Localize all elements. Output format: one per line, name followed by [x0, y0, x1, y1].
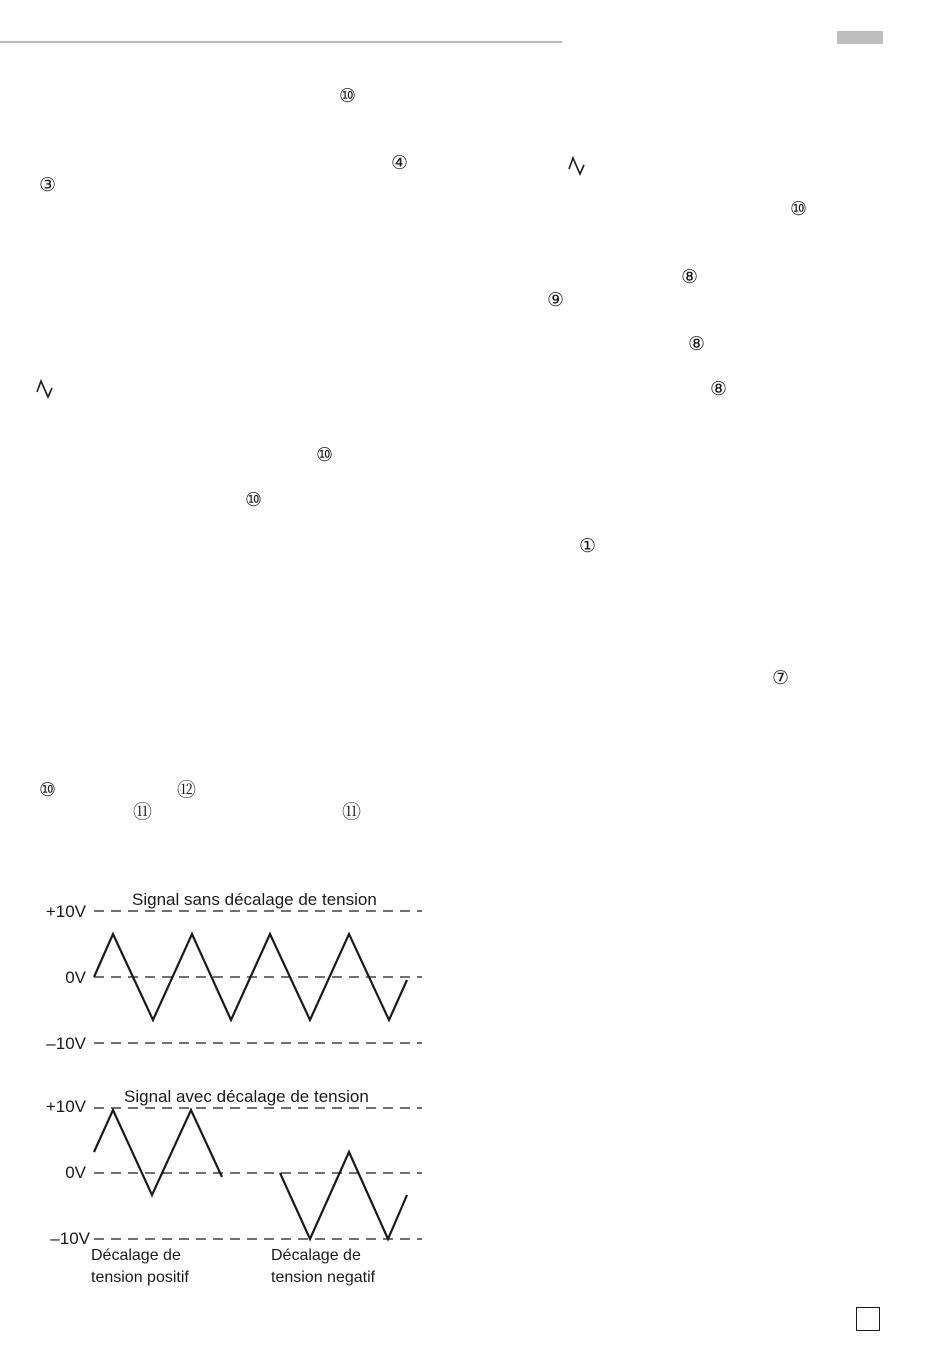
page-number-box [856, 1307, 880, 1331]
level-label-minus10v: –10V [46, 1034, 86, 1053]
level-label-plus10v: +10V [45, 902, 86, 921]
level-label-plus10v: +10V [45, 1097, 86, 1116]
level-label-0v: 0V [65, 1163, 86, 1182]
reference-marker: ⑪ [133, 801, 153, 823]
caption-negative-offset-line2: tension negatif [271, 1269, 376, 1286]
header-rule [0, 41, 562, 43]
reference-marker: ④ [391, 152, 409, 174]
reference-marker: ⑧ [710, 378, 728, 400]
caption-positive-offset-line2: tension positif [91, 1269, 189, 1286]
reference-marker: ⑦ [772, 667, 790, 689]
top-signal-title: Signal sans décalage de tension [132, 890, 377, 909]
reference-marker: ⑩ [339, 85, 357, 107]
triangle-signal-positive-offset [94, 1110, 222, 1195]
caption-positive-offset-line1: Décalage de [91, 1247, 181, 1264]
reference-marker: ⑩ [790, 198, 808, 220]
triangle-signal-no-offset [94, 934, 407, 1020]
level-label-0v: 0V [65, 968, 86, 987]
bottom-signal-title: Signal avec décalage de tension [124, 1087, 369, 1106]
reference-marker: ③ [39, 174, 57, 196]
triangle-signal-negative-offset [280, 1152, 407, 1239]
language-tab [837, 31, 883, 44]
top-signal-panel [46, 890, 422, 1053]
reference-marker: ⑩ [316, 444, 334, 466]
reference-marker: ⑩ [39, 779, 57, 801]
level-label-minus10v: –10V [50, 1229, 90, 1248]
reference-marker: ⑩ [245, 489, 263, 511]
reference-marker: ⑫ [177, 779, 197, 801]
reference-marker: ⑨ [547, 289, 565, 311]
reference-marker: ⑧ [681, 266, 699, 288]
caption-negative-offset-line1: Décalage de [271, 1247, 361, 1264]
triangle-wave-icon [567, 155, 587, 177]
bottom-signal-panel [46, 1087, 422, 1286]
triangle-wave-icon [35, 378, 55, 400]
offset-waveform-diagram [0, 880, 450, 1300]
reference-marker: ⑧ [688, 333, 706, 355]
reference-marker: ① [579, 535, 597, 557]
reference-marker: ⑪ [342, 801, 362, 823]
